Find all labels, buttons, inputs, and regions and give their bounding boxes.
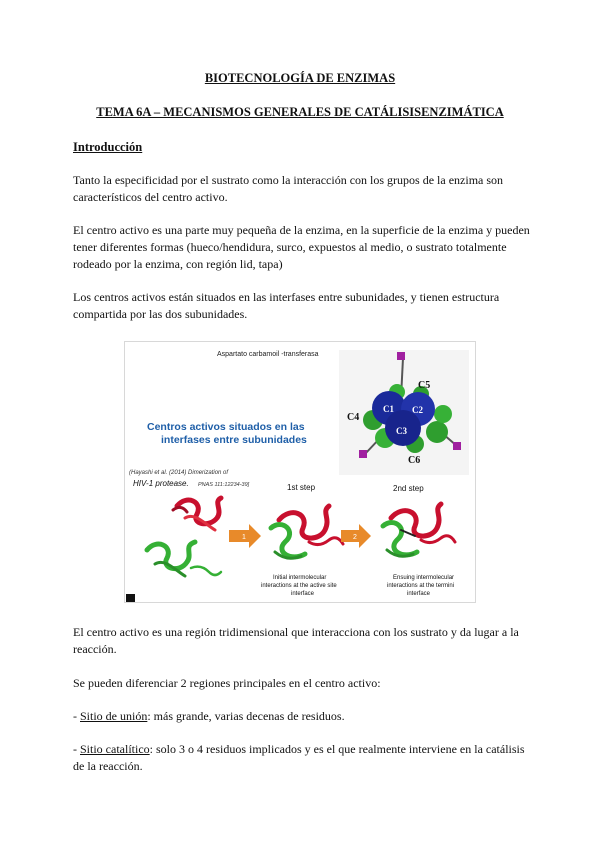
step2-caption-line3: interface xyxy=(407,591,431,597)
paragraph-interfaces: Los centros activos están situados en las interfases entre subunidades, y tienen estructura compartida por las dos subunidades. xyxy=(73,290,500,321)
figure-top-label: Aspartato carbamoil -transferasa xyxy=(217,351,319,358)
binding-site-text: : más grande, varias decenas de residuos. xyxy=(147,709,345,723)
bullet-prefix: - xyxy=(73,742,80,756)
arrow-step1 xyxy=(229,524,261,548)
regulatory-sphere xyxy=(426,421,448,443)
paragraph-3d-region: El centro activo es una región tridimensional que interacciona con los sustrato y da lugar a la reacción. xyxy=(73,625,519,656)
figure-headline-line1: Centros activos situados en las xyxy=(147,421,305,433)
arrow2-label: 2 xyxy=(353,534,357,541)
document-title: BIOTECNOLOGÍA DE ENZIMAS xyxy=(204,71,396,85)
figure-citation-line1: (Hayashi et al. (2014) Dimerization of xyxy=(129,470,229,476)
atcase-regulatory-cap-top xyxy=(397,352,405,360)
figure-headline-line2: interfases entre subunidades xyxy=(161,434,307,446)
label-c5: C5 xyxy=(418,380,431,391)
step2-caption-line2: interactions at the termini xyxy=(387,583,455,589)
step1-caption-line1: Initial intermolecular xyxy=(273,575,327,581)
section-heading: Introducción xyxy=(73,140,143,154)
arrow-step2 xyxy=(341,524,371,548)
figure-citation-line2: HIV-1 protease. xyxy=(133,479,189,488)
step2-caption-line1: Ensuing intermolecular xyxy=(393,575,455,581)
bullet-catalytic-site xyxy=(73,741,533,775)
step1-caption-line3: interface xyxy=(291,591,315,597)
catalytic-site-term: Sitio catalítico xyxy=(80,742,150,756)
arrow1-label: 1 xyxy=(242,534,246,541)
complex-step1 xyxy=(271,506,343,558)
label-c1: C1 xyxy=(383,404,394,414)
monomer-red-free xyxy=(173,498,221,530)
catalytic-site-text: : solo 3 o 4 residuos implicados y es el que realmente interviene en la catálisis de la reacción. xyxy=(73,742,525,773)
label-c4: C4 xyxy=(347,412,360,423)
figure-active-sites xyxy=(124,341,476,603)
step1-label: 1st step xyxy=(287,483,316,492)
atcase-regulatory-cap-left xyxy=(359,450,367,458)
bullet-binding-site xyxy=(73,708,533,725)
label-c6: C6 xyxy=(408,455,421,466)
complex-step2 xyxy=(383,504,455,556)
step2-label: 2nd step xyxy=(393,484,424,493)
paragraph-two-regions: Se pueden diferenciar 2 regiones principales en el centro activo: xyxy=(73,676,381,690)
binding-site-term: Sitio de unión xyxy=(80,709,148,723)
label-c2: C2 xyxy=(412,405,423,415)
atcase-regulatory-cap-right xyxy=(453,442,461,450)
paragraph-active-center: El centro activo es una parte muy pequeña de la enzima, en la superficie de la enzima y pueden tener diferentes formas (hueco/hendidura, surco, expuestos al medio, o sustrato totalmente rodeado por la enzima, con región lid, tapa) xyxy=(73,223,530,271)
bullet-prefix: - xyxy=(73,709,80,723)
atcase-structure xyxy=(339,350,469,475)
figure-illustration xyxy=(125,342,476,603)
label-c3: C3 xyxy=(396,426,407,436)
figure-corner-marker xyxy=(126,594,135,603)
figure-citation-journal: PNAS 111:12234-39] xyxy=(198,482,250,488)
regulatory-sphere xyxy=(434,405,452,423)
monomer-green-free xyxy=(147,542,221,576)
step1-caption-line2: interactions at the active site xyxy=(261,583,337,589)
document-subtitle: TEMA 6A – MECANISMOS GENERALES DE CATÁLISISENZIMÁTICA xyxy=(96,105,504,119)
paragraph-specificity: Tanto la especificidad por el sustrato como la interacción con los grupos de la enzima son característicos del centro activo. xyxy=(73,173,504,204)
